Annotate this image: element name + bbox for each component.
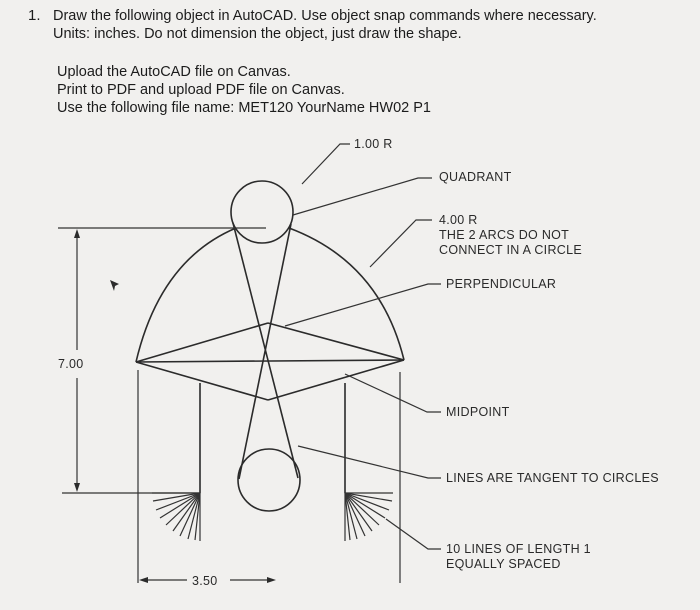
height-dimension: 7.00 [58, 357, 84, 371]
quadrant-label: QUADRANT [439, 170, 512, 184]
leader-lines [386, 519, 441, 549]
bowtie-right-lower [268, 323, 404, 360]
tangent-line-right [239, 224, 291, 479]
print-pdf-instruction: Print to PDF and upload PDF file on Canvas. [57, 82, 345, 98]
leader-tangent [298, 446, 441, 478]
arc-right [289, 228, 404, 360]
file-name-instruction: Use the following file name: MET120 YourName HW02 P1 [57, 100, 431, 116]
question-number: 1. [28, 7, 41, 24]
lines-label-line-1: 10 LINES OF LENGTH 1 [446, 542, 591, 556]
horizontal-line [136, 360, 404, 362]
right-fan-line-9 [345, 493, 350, 540]
upload-autocad-instruction: Upload the AutoCAD file on Canvas. [57, 64, 291, 80]
lines-label-line-2: EQUALLY SPACED [446, 557, 561, 571]
midpoint-label: MIDPOINT [446, 405, 510, 419]
cursor-icon [110, 280, 119, 291]
tangent-label: LINES ARE TANGENT TO CIRCLES [446, 471, 659, 485]
bowtie-left-lower [136, 323, 268, 362]
leader-quadrant [293, 178, 432, 215]
instruction-line-1: Draw the following object in AutoCAD. Use object snap commands where necessary. [53, 8, 597, 24]
right-fan-lines [345, 493, 393, 541]
leader-midpoint [345, 374, 441, 412]
height-arrow-top [74, 229, 80, 238]
height-arrow-bottom [74, 483, 80, 492]
arc-radius-label: 4.00 R [439, 213, 478, 227]
leader-perpendicular [285, 284, 441, 326]
perpendicular-label: PERPENDICULAR [446, 277, 557, 291]
bowtie-right-upper [268, 360, 404, 400]
arc-note-line-2: CONNECT IN A CIRCLE [439, 243, 582, 257]
top-circle [231, 181, 293, 243]
width-arrow-left [139, 577, 148, 583]
width-arrow-right [267, 577, 276, 583]
width-dimension: 3.50 [192, 574, 218, 588]
bottom-circle [238, 449, 300, 511]
left-fan-lines [152, 493, 200, 541]
radius-label: 1.00 R [354, 137, 393, 151]
bowtie-left-upper [136, 362, 268, 400]
arc-note-line-1: THE 2 ARCS DO NOT [439, 228, 570, 242]
instruction-line-2: Units: inches. Do not dimension the object, just draw the shape. [53, 26, 462, 42]
leader-arc [370, 220, 432, 267]
left-fan-line-9 [195, 493, 200, 540]
arc-left [136, 228, 236, 362]
leader-radius [302, 144, 350, 184]
